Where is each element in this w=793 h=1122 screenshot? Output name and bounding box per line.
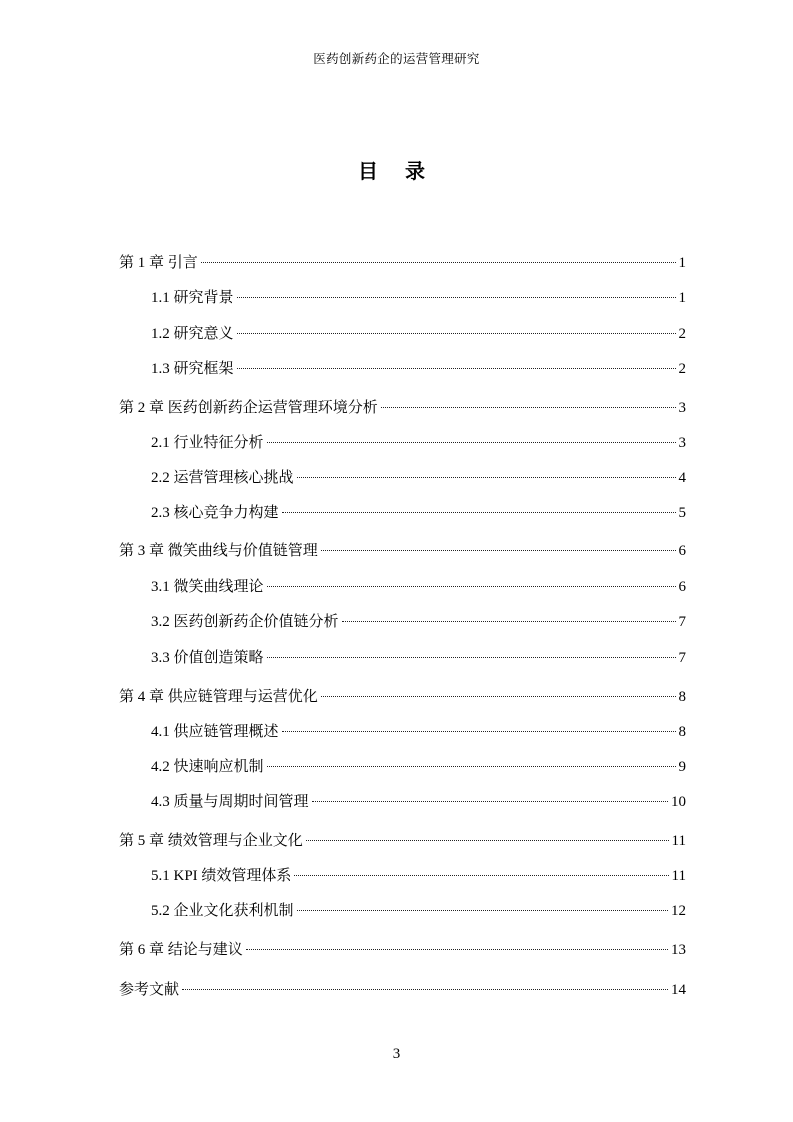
toc-entry-label: 5.1 KPI 绩效管理体系 bbox=[151, 868, 292, 884]
toc-entry-label: 5.2 企业文化获利机制 bbox=[151, 903, 294, 919]
toc-section-entry[interactable] bbox=[151, 648, 686, 668]
toc-dot-leader bbox=[237, 332, 676, 334]
toc-chapter-entry[interactable] bbox=[119, 831, 686, 851]
toc-entry-page: 6 bbox=[678, 579, 686, 595]
toc-dot-leader bbox=[306, 839, 669, 841]
toc-entry-label: 2.3 核心竞争力构建 bbox=[151, 505, 279, 521]
toc-entry-label: 3.1 微笑曲线理论 bbox=[151, 579, 264, 595]
toc-dot-leader bbox=[294, 874, 668, 876]
toc-dot-leader bbox=[342, 620, 676, 622]
toc-entry-label: 4.2 快速响应机制 bbox=[151, 759, 264, 775]
toc-chapter-entry[interactable] bbox=[119, 253, 686, 273]
toc-dot-leader bbox=[237, 367, 676, 369]
toc-entry-label: 第 5 章 绩效管理与企业文化 bbox=[119, 833, 303, 849]
toc-entry-label: 1.2 研究意义 bbox=[151, 326, 234, 342]
toc-section-entry[interactable] bbox=[151, 722, 686, 742]
toc-section-entry[interactable] bbox=[151, 503, 686, 523]
toc-entry-label: 1.1 研究背景 bbox=[151, 290, 234, 306]
page-number: 3 bbox=[392, 1046, 401, 1062]
toc-dot-leader bbox=[201, 261, 676, 263]
toc-section-entry[interactable] bbox=[151, 288, 686, 308]
toc-entry-label: 第 6 章 结论与建议 bbox=[119, 942, 243, 958]
toc-section-entry[interactable] bbox=[151, 577, 686, 597]
toc-chapter-entry[interactable] bbox=[119, 541, 686, 561]
toc-dot-leader bbox=[282, 730, 676, 732]
toc-section-entry[interactable] bbox=[151, 866, 686, 886]
toc-chapter-entry[interactable] bbox=[119, 980, 686, 1000]
toc-section-entry[interactable] bbox=[151, 792, 686, 812]
toc-entry-page: 7 bbox=[678, 650, 686, 666]
toc-chapter-entry[interactable] bbox=[119, 940, 686, 960]
toc-section-entry[interactable] bbox=[151, 433, 686, 453]
toc-entry-label: 3.2 医药创新药企价值链分析 bbox=[151, 614, 339, 630]
toc-entry-page: 8 bbox=[678, 689, 686, 705]
toc-entry-label: 4.1 供应链管理概述 bbox=[151, 724, 279, 740]
toc-entry-page: 12 bbox=[671, 903, 686, 919]
toc-entry-page: 3 bbox=[678, 400, 686, 416]
toc-chapter-entry[interactable] bbox=[119, 687, 686, 707]
toc-dot-leader bbox=[267, 765, 676, 767]
toc-entry-label: 第 2 章 医药创新药企运营管理环境分析 bbox=[119, 400, 378, 416]
toc-dot-leader bbox=[267, 441, 676, 443]
toc-entry-label: 3.3 价值创造策略 bbox=[151, 650, 264, 666]
toc-entry-page: 1 bbox=[678, 290, 686, 306]
toc-section-entry[interactable] bbox=[151, 324, 686, 344]
toc-dot-leader bbox=[321, 549, 676, 551]
toc-dot-leader bbox=[267, 585, 676, 587]
toc-entry-page: 10 bbox=[671, 794, 686, 810]
toc-title: 目 录 bbox=[358, 159, 435, 183]
toc-chapter-entry[interactable] bbox=[119, 398, 686, 418]
toc-dot-leader bbox=[297, 476, 676, 478]
toc-dot-leader bbox=[321, 695, 676, 697]
toc-entry-page: 2 bbox=[678, 361, 686, 377]
toc-dot-leader bbox=[267, 656, 676, 658]
toc-entry-label: 第 4 章 供应链管理与运营优化 bbox=[119, 689, 318, 705]
toc-entry-page: 6 bbox=[678, 543, 686, 559]
toc-dot-leader bbox=[282, 511, 676, 513]
toc-dot-leader bbox=[381, 406, 676, 408]
toc-entry-page: 11 bbox=[671, 833, 686, 849]
toc-entry-page: 11 bbox=[671, 868, 686, 884]
toc-entry-label: 2.2 运营管理核心挑战 bbox=[151, 470, 294, 486]
toc-entry-label: 4.3 质量与周期时间管理 bbox=[151, 794, 309, 810]
toc-entry-page: 5 bbox=[678, 505, 686, 521]
toc-entry-page: 1 bbox=[678, 255, 686, 271]
toc-section-entry[interactable] bbox=[151, 612, 686, 632]
toc-entry-page: 2 bbox=[678, 326, 686, 342]
toc-section-entry[interactable] bbox=[151, 468, 686, 488]
toc-entry-page: 14 bbox=[671, 982, 686, 998]
toc-dot-leader bbox=[237, 296, 676, 298]
toc-entry-label: 第 1 章 引言 bbox=[119, 255, 198, 271]
toc-dot-leader bbox=[312, 800, 668, 802]
toc-dot-leader bbox=[246, 948, 668, 950]
toc-section-entry[interactable] bbox=[151, 901, 686, 921]
toc-dot-leader bbox=[182, 988, 668, 990]
running-header: 医药创新药企的运营管理研究 bbox=[313, 52, 480, 66]
toc-section-entry[interactable] bbox=[151, 359, 686, 379]
toc-entry-label: 1.3 研究框架 bbox=[151, 361, 234, 377]
toc-entry-page: 4 bbox=[678, 470, 686, 486]
toc-entry-label: 参考文献 bbox=[119, 982, 180, 998]
toc-entry-page: 3 bbox=[678, 435, 686, 451]
toc-dot-leader bbox=[297, 909, 668, 911]
toc-entry-label: 2.1 行业特征分析 bbox=[151, 435, 264, 451]
toc-entry-page: 9 bbox=[678, 759, 686, 775]
toc-entry-page: 13 bbox=[671, 942, 686, 958]
toc-entry-label: 第 3 章 微笑曲线与价值链管理 bbox=[119, 543, 318, 559]
toc-entry-page: 7 bbox=[678, 614, 686, 630]
toc-entry-page: 8 bbox=[678, 724, 686, 740]
toc-section-entry[interactable] bbox=[151, 757, 686, 777]
